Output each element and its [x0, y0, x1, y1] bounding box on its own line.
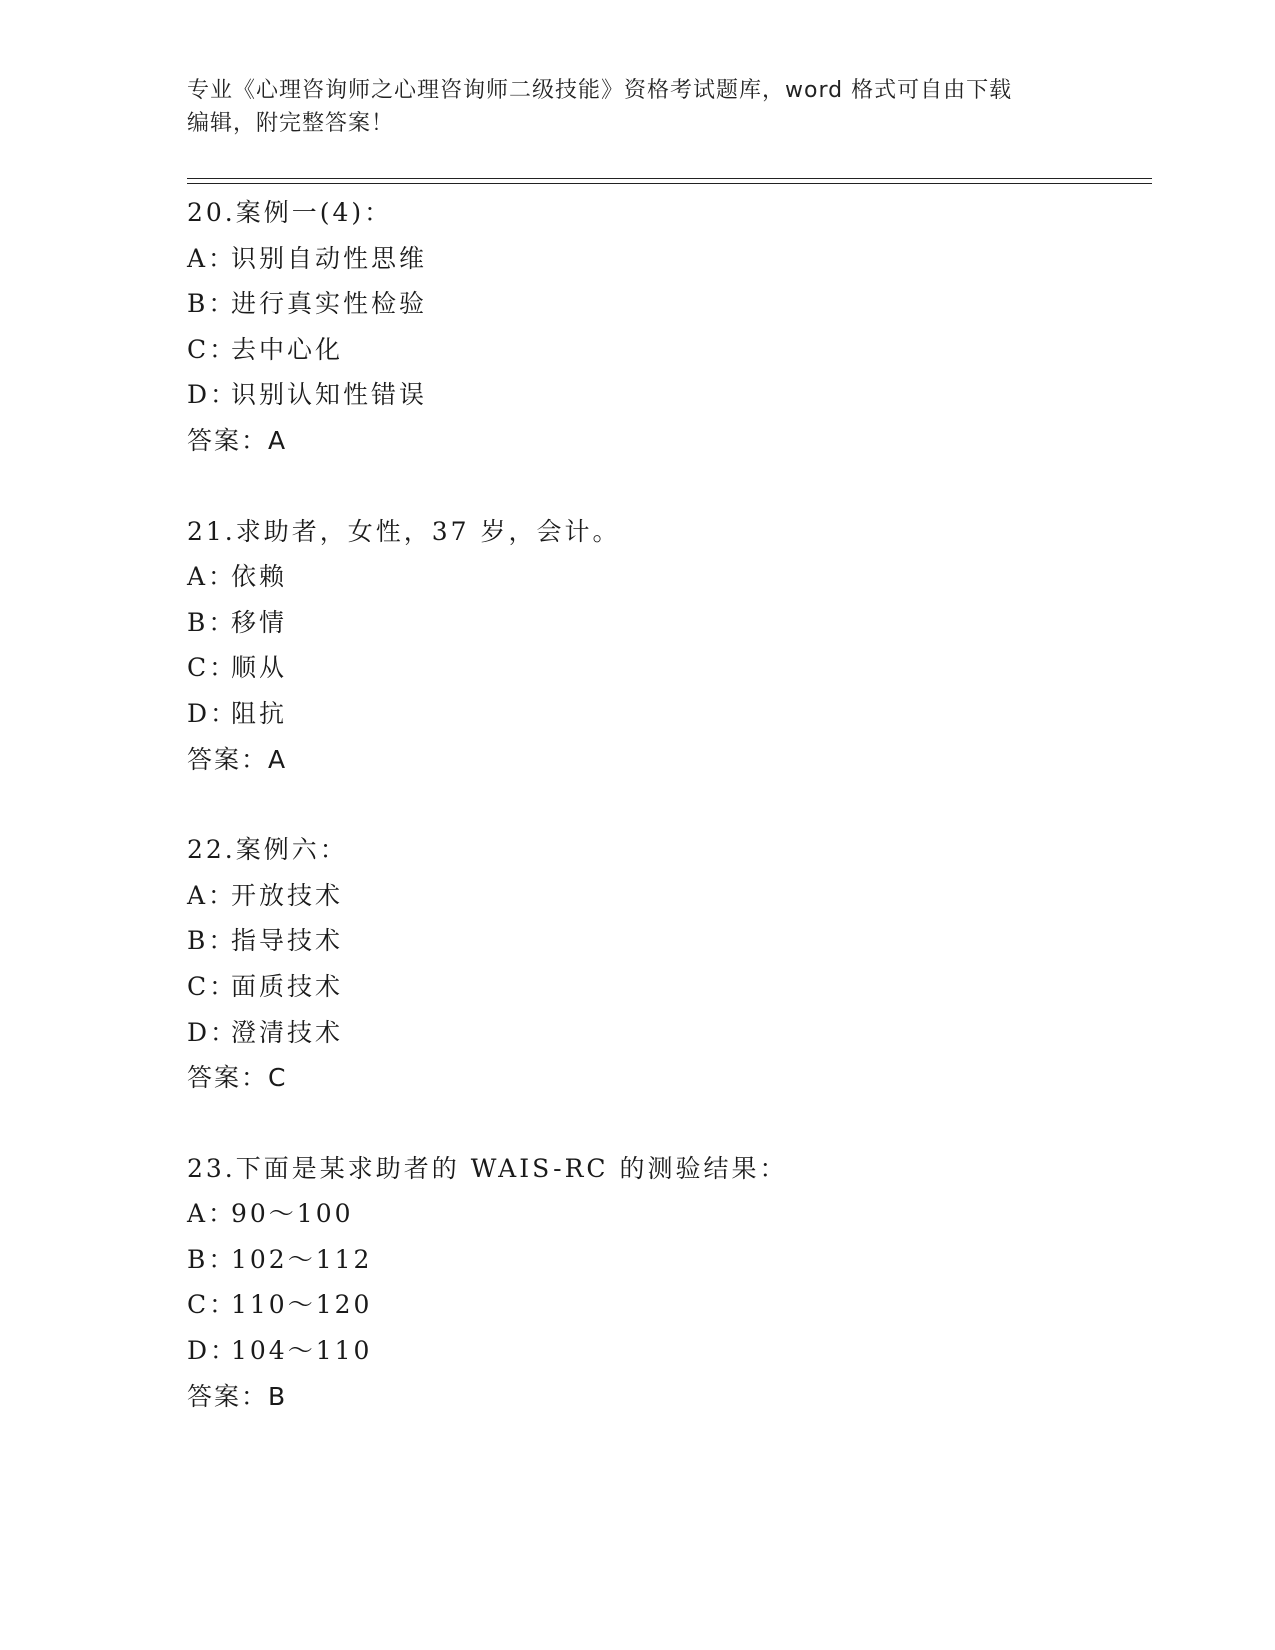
option-key: D： — [187, 698, 239, 728]
document-header — [187, 74, 1067, 140]
option-key: A： — [187, 243, 237, 273]
option-text: 移情 — [231, 607, 288, 637]
option-c — [187, 645, 1147, 691]
option-text: 识别认知性错误 — [231, 380, 428, 410]
option-key: A： — [187, 562, 237, 592]
option-a — [187, 1191, 1147, 1237]
option-a — [187, 873, 1147, 919]
option-key: C： — [187, 653, 238, 683]
option-b — [187, 600, 1147, 646]
option-key: A： — [187, 1199, 237, 1229]
option-c — [187, 964, 1147, 1010]
question-20 — [187, 190, 1147, 464]
option-text: 90～100 — [231, 1199, 354, 1229]
option-d — [187, 1010, 1147, 1056]
option-text: 104～110 — [231, 1336, 373, 1366]
option-text: 指导技术 — [231, 926, 344, 956]
option-d — [187, 372, 1147, 418]
option-key: A： — [187, 880, 237, 910]
header-line-1: 专业《心理咨询师之心理咨询师二级技能》资格考试题库，word 格式可自由下载 — [187, 78, 1013, 103]
option-key: B： — [187, 1244, 237, 1274]
option-text: 依赖 — [231, 562, 288, 592]
question-stem: 22.案例六： — [187, 835, 348, 865]
question-stem: 21.求助者，女性，37 岁，会计。 — [187, 516, 621, 546]
option-b — [187, 1237, 1147, 1283]
option-key: C： — [187, 971, 238, 1001]
question-stem: 23.下面是某求助者的 WAIS-RC 的测验结果： — [187, 1153, 788, 1183]
option-key: C： — [187, 1290, 238, 1320]
option-d — [187, 691, 1147, 737]
option-key: B： — [187, 926, 237, 956]
option-d — [187, 1328, 1147, 1374]
header-divider-bottom — [187, 183, 1152, 184]
option-a — [187, 236, 1147, 282]
header-line-2: 编辑，附完整答案！ — [187, 111, 395, 136]
option-b — [187, 281, 1147, 327]
option-text: 识别自动性思维 — [231, 243, 428, 273]
option-key: D： — [187, 1336, 239, 1366]
option-text: 顺从 — [231, 653, 288, 683]
option-key: C： — [187, 334, 238, 364]
option-key: D： — [187, 1017, 239, 1047]
option-text: 110～120 — [231, 1290, 373, 1320]
option-b — [187, 918, 1147, 964]
option-text: 进行真实性检验 — [231, 289, 428, 319]
option-text: 开放技术 — [231, 880, 344, 910]
option-key: D： — [187, 380, 239, 410]
question-list — [187, 190, 1147, 1464]
option-a — [187, 554, 1147, 600]
option-text: 澄清技术 — [231, 1017, 344, 1047]
question-22 — [187, 827, 1147, 1101]
answer-line: 答案：A — [187, 425, 288, 455]
question-21 — [187, 509, 1147, 783]
option-text: 面质技术 — [231, 971, 344, 1001]
answer-line: 答案：B — [187, 1381, 288, 1411]
question-stem: 20.案例一(4)： — [187, 198, 393, 227]
option-key: B： — [187, 607, 237, 637]
option-text: 阻抗 — [231, 698, 288, 728]
option-c — [187, 327, 1147, 373]
header-divider-top — [187, 178, 1152, 179]
answer-line: 答案：C — [187, 1063, 288, 1093]
question-23 — [187, 1146, 1147, 1420]
option-key: B： — [187, 289, 237, 319]
option-text: 去中心化 — [231, 334, 344, 364]
answer-line: 答案：A — [187, 744, 288, 774]
option-c — [187, 1282, 1147, 1328]
option-text: 102～112 — [231, 1244, 373, 1274]
